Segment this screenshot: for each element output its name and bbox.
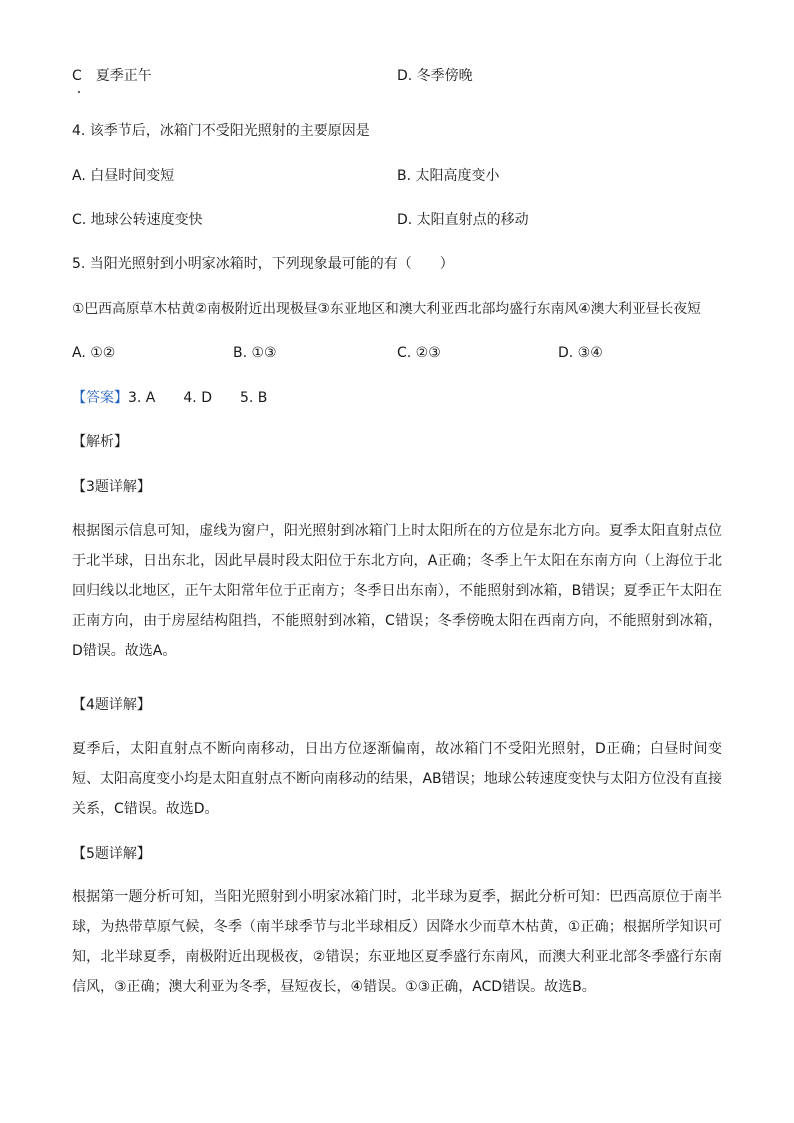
detail-4-body: 夏季后，太阳直射点不断向南移动，日出方位逐渐偏南，故冰箱门不受阳光照射，D正确；白昼时间变短、太阳高度变小均是太阳直射点不断向南移动的结果，AB错误；地球公转速度变快与太阳方位没有直接关系，C错误。故选D。 (72, 741, 722, 817)
question-5-stem: 5. 当阳光照射到小明家冰箱时，下列现象最可能的有（ ） (72, 256, 454, 272)
analysis-label: 【解析】 (72, 434, 128, 450)
answer-tag: 【答案】 (72, 390, 128, 406)
detail-4-title: 【4题详解】 (72, 697, 151, 713)
question-5-statements: ①巴西高原草木枯黄②南极附近出现极昼③东亚地区和澳大利亚西北部均盛行东南风④澳大利亚昼长夜短 (72, 301, 701, 317)
stray-dot (78, 91, 80, 93)
detail-5-title: 【5题详解】 (72, 846, 151, 862)
option-a-q5: A. ①② (72, 345, 116, 361)
detail-3-body: 根据图示信息可知，虚线为窗户，阳光照射到冰箱门上时太阳所在的方位是东北方向。夏季太阳直射点位于北半球，日出东北，因此早晨时段太阳位于东北方向，A正确；冬季上午太阳在东南方向（上海位于北回归线以北地区，正午太阳常年位于正南方；冬季日出东南），不能照射到冰箱，B错误；夏季正午太阳在正南方向，由于房屋结构阻挡，不能照射到冰箱，C错误；冬季傍晚太阳在西南方向，不能照射到冰箱，D错误。故选A。 (72, 523, 722, 659)
option-c-q3: C 夏季正午 (72, 68, 152, 84)
answer-text: 3. A 4. D 5. B (128, 390, 268, 406)
option-d-q4: D. 太阳直射点的移动 (397, 212, 529, 228)
option-c-q5: C. ②③ (397, 345, 441, 361)
option-d-q5: D. ③④ (558, 345, 603, 361)
option-c-q4: C. 地球公转速度变快 (72, 212, 203, 228)
detail-5-body: 根据第一题分析可知，当阳光照射到小明家冰箱门时，北半球为夏季，据此分析可知：巴西高原位于南半球，为热带草原气候，冬季（南半球季节与北半球相反）因降水少而草木枯黄，①正确；根据所学知识可知，北半球夏季，南极附近出现极夜，②错误；东亚地区夏季盛行东南风，而澳大利亚北部冬季盛行东南信风，③正确；澳大利亚为冬季，昼短夜长，④错误。①③正确，ACD错误。故选B。 (72, 889, 722, 995)
question-4-stem: 4. 该季节后，冰箱门不受阳光照射的主要原因是 (72, 123, 370, 139)
answer-line (72, 388, 267, 408)
detail-3-title: 【3题详解】 (72, 479, 151, 495)
option-b-q4: B. 太阳高度变小 (397, 168, 500, 184)
option-b-q5: B. ①③ (233, 345, 277, 361)
option-a-q4: A. 白昼时间变短 (72, 168, 175, 184)
option-d-q3: D. 冬季傍晚 (397, 68, 473, 84)
